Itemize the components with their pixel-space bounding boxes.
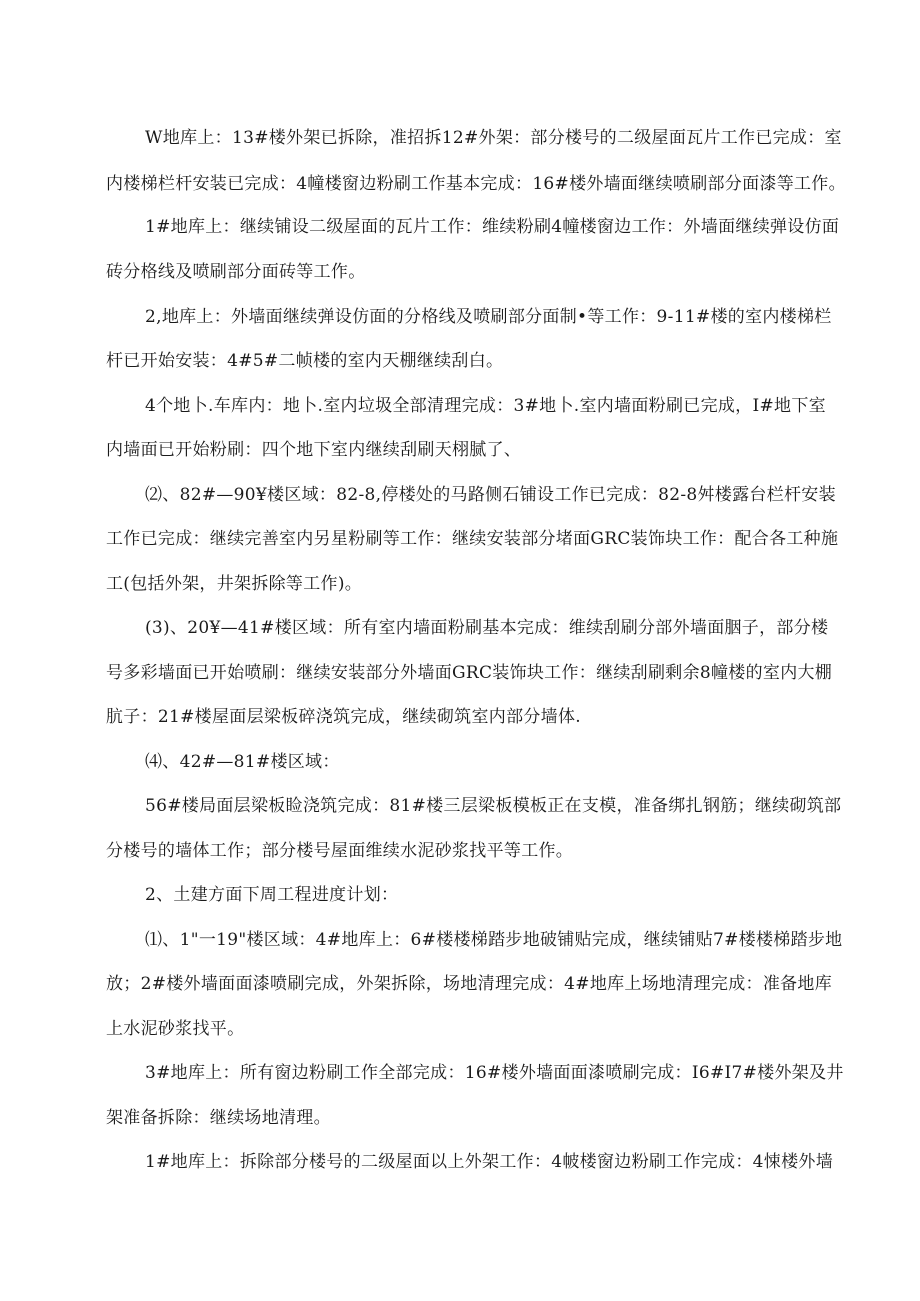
text-line: 架准备拆除：继续场地清理。 <box>106 1108 331 1128</box>
text-line: 内楼梯栏杆安装已完成：4幢楼窗边粉刷工作基本完成：16#楼外墙面继续喷刷部分面漆等工作。 <box>106 174 846 194</box>
text-line: 2,地库上：外墙面继续弹设仿面的分格线及喷刷部分面制•等工作：9-11#楼的室内楼梯栏 <box>145 307 832 327</box>
text-line: W地库上：13#楼外架已拆除，准招拆12#外架：部分楼号的二级屋面瓦片工作已完成：室 <box>145 128 842 148</box>
text-line: 肮子：21#楼屋面层梁板碎浇筑完成，继续砌筑室内部分墙体. <box>106 707 581 727</box>
text-line: 杆已开始安装：4#5#二帧楼的室内天棚继续刮白。 <box>106 351 504 371</box>
text-line: 号多彩墙面已开始喷刷：继续安装部分外墙面GRC装饰块工作：继续刮刷剩余8幢楼的室内大棚 <box>106 663 833 683</box>
text-line: 工作已完成：继续完善室内另星粉刷等工作：继续安装部分堵面GRC装饰块工作：配合各工种施 <box>106 529 839 549</box>
text-line: ⑵、82#—90¥楼区域：82-8,停楼处的马路侧石铺设工作已完成：82-8舛楼露台栏杆安装 <box>145 485 836 505</box>
text-line: 56#楼局面层梁板睑浇筑完成：81#楼三层梁板模板正在支模，准备绑扎钢筋；继续砌筑部 <box>145 796 842 816</box>
section-heading: 2、土建方面下周工程进度计划： <box>145 885 399 905</box>
text-line: 1#地库上：拆除部分楼号的二级屋面以上外架工作：4帔楼窗边粉刷工作完成：4悚楼外墙 <box>145 1152 833 1172</box>
text-line: 分楼号的墙体工作；部分楼号屋面维续水泥砂浆找平等工作。 <box>106 841 574 861</box>
text-line: (3)、20¥—41#楼区域：所有室内墙面粉刷基本完成：维续刮刷分部外墙面胭子，部分楼 <box>145 618 829 638</box>
text-line: 内墙面已开始粉刷：四个地下室内继续刮刷天栩腻了、 <box>106 440 522 460</box>
text-line: 1#地库上：继续铺设二级屋面的瓦片工作：维续粉刷4幢楼窗边工作：外墙面继续弹设仿面 <box>145 217 840 237</box>
text-line: 3#地库上：所有窗边粉刷工作全部完成：16#楼外墙面面漆喷刷完成：I6#I7#楼外架及井 <box>145 1063 844 1083</box>
text-line: 砖分格线及喷刷部分面砖等工作。 <box>106 262 366 282</box>
text-line: ⑴、1"一19"楼区域：4#地库上：6#楼楼梯踏步地破铺贴完成，继续铺贴7#楼楼梯踏步地 <box>145 930 843 950</box>
text-line: 放；2#楼外墙面面漆喷刷完成，外架拆除，场地清理完成：4#地库上场地清理完成：准备地库 <box>106 974 833 994</box>
text-line: 工(包括外架，井架拆除等工作)。 <box>106 574 363 594</box>
text-line: 4个地卜.车库内：地卜.室内垃圾全部清理完成：3#地卜.室内墙面粉刷已完成，I#地下室 <box>145 396 826 416</box>
text-line: ⑷、42#—81#楼区域： <box>145 752 340 772</box>
text-line: 上水泥砂浆找平。 <box>106 1019 245 1039</box>
